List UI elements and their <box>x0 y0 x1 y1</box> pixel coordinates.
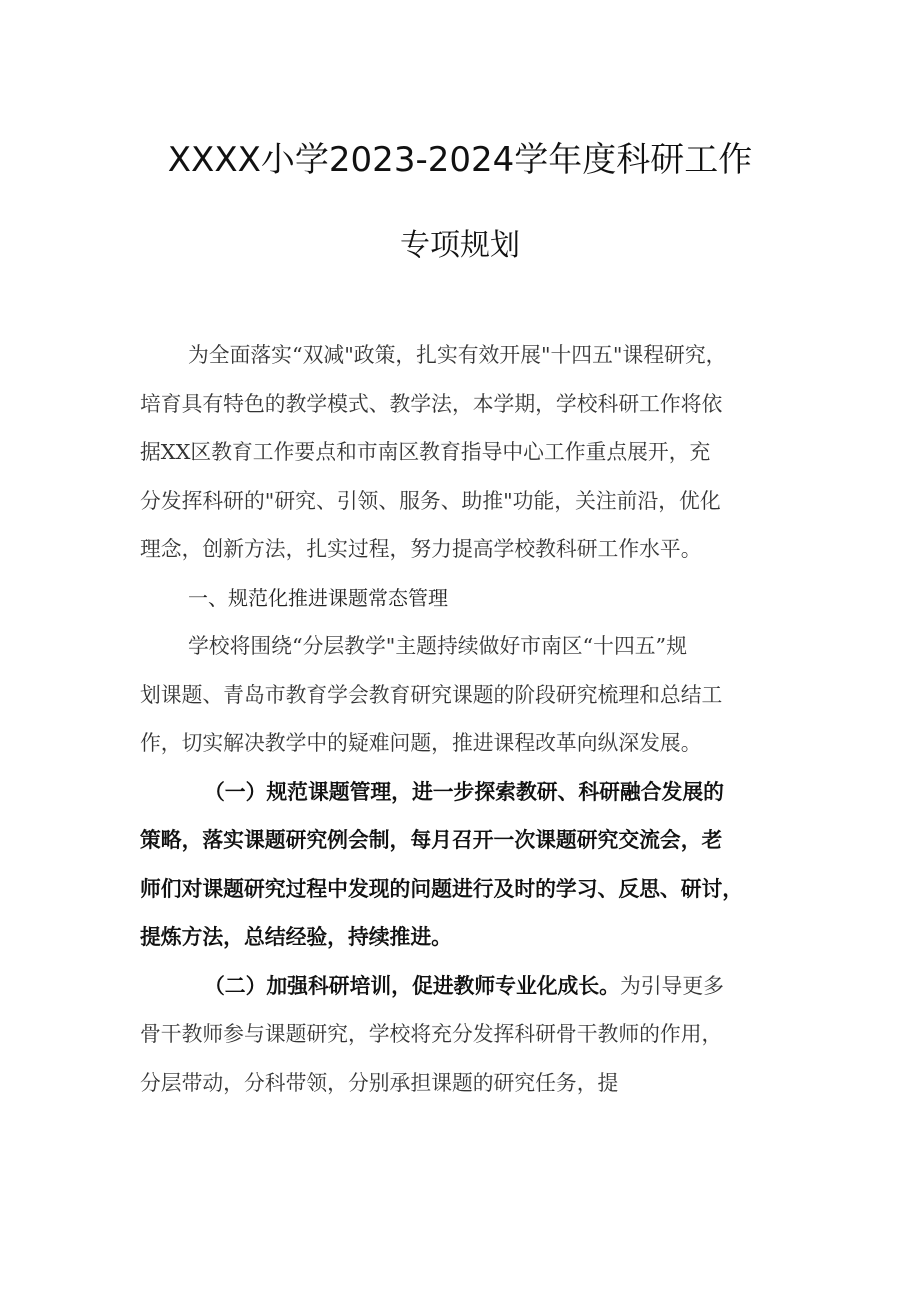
document-body <box>140 331 785 1107</box>
paragraph-1-line-4: 分发挥科研的"研究、引领、服务、助推"功能，关注前沿，优化 <box>140 488 721 513</box>
document-title-line-2: 专项规划 <box>400 228 520 263</box>
paragraph-1-line-5: 理念，创新方法，扎实过程，努力提高学校教科研工作水平。 <box>140 537 702 561</box>
document-title-line-1: XXXX小学2023-2024学年度科研工作 <box>167 140 753 180</box>
paragraph-4-lead-continuation: 为引导更多 <box>619 973 724 998</box>
paragraph-4-line-3: 分层带动，分科带领，分别承担课题的研究任务，提 <box>140 1070 619 1095</box>
paragraph-4-line-2: 骨干教师参与课题研究，学校将充分发挥科研骨干教师的作用， <box>140 1022 723 1046</box>
paragraph-3-line-2: 策略，落实课题研究例会制，每月召开一次课题研究交流会，老 <box>140 827 723 852</box>
paragraph-2-line-1: 学校将围绕“分层教学"主题持续做好市南区“十四五”规 <box>188 634 687 658</box>
paragraph-3-line-3: 师们对课题研究过程中发现的问题进行及时的学习、反思、研讨， <box>140 875 744 901</box>
section-heading-1: 一、规范化推进课题常态管理 <box>188 585 448 610</box>
paragraph-1-line-3: 据XX区教育工作要点和市南区教育指导中心工作重点展开，充 <box>140 440 711 464</box>
paragraph-3-line-1: （一）规范课题管理，进一步探索教研、科研融合发展的 <box>204 778 724 804</box>
paragraph-3-line-4: 提炼方法，总结经验，持续推进。 <box>140 924 452 949</box>
paragraph-1-line-2: 培育具有特色的教学模式、教学法，本学期，学校科研工作将依 <box>140 391 723 416</box>
paragraph-4-line-1 <box>140 962 785 1011</box>
paragraph-2-line-3: 作，切实解决教学中的疑难问题，推进课程改革向纵深发展。 <box>140 731 702 755</box>
paragraph-1-line-1: 为全面落实“双减"政策，扎实有效开展"十四五"课程研究， <box>188 343 727 367</box>
paragraph-2-line-2: 划课题、青岛市教育学会教育研究课题的阶段研究梳理和总结工 <box>140 682 723 707</box>
paragraph-4-bold-lead: （二）加强科研培训，促进教师专业化成长。 <box>204 972 620 998</box>
